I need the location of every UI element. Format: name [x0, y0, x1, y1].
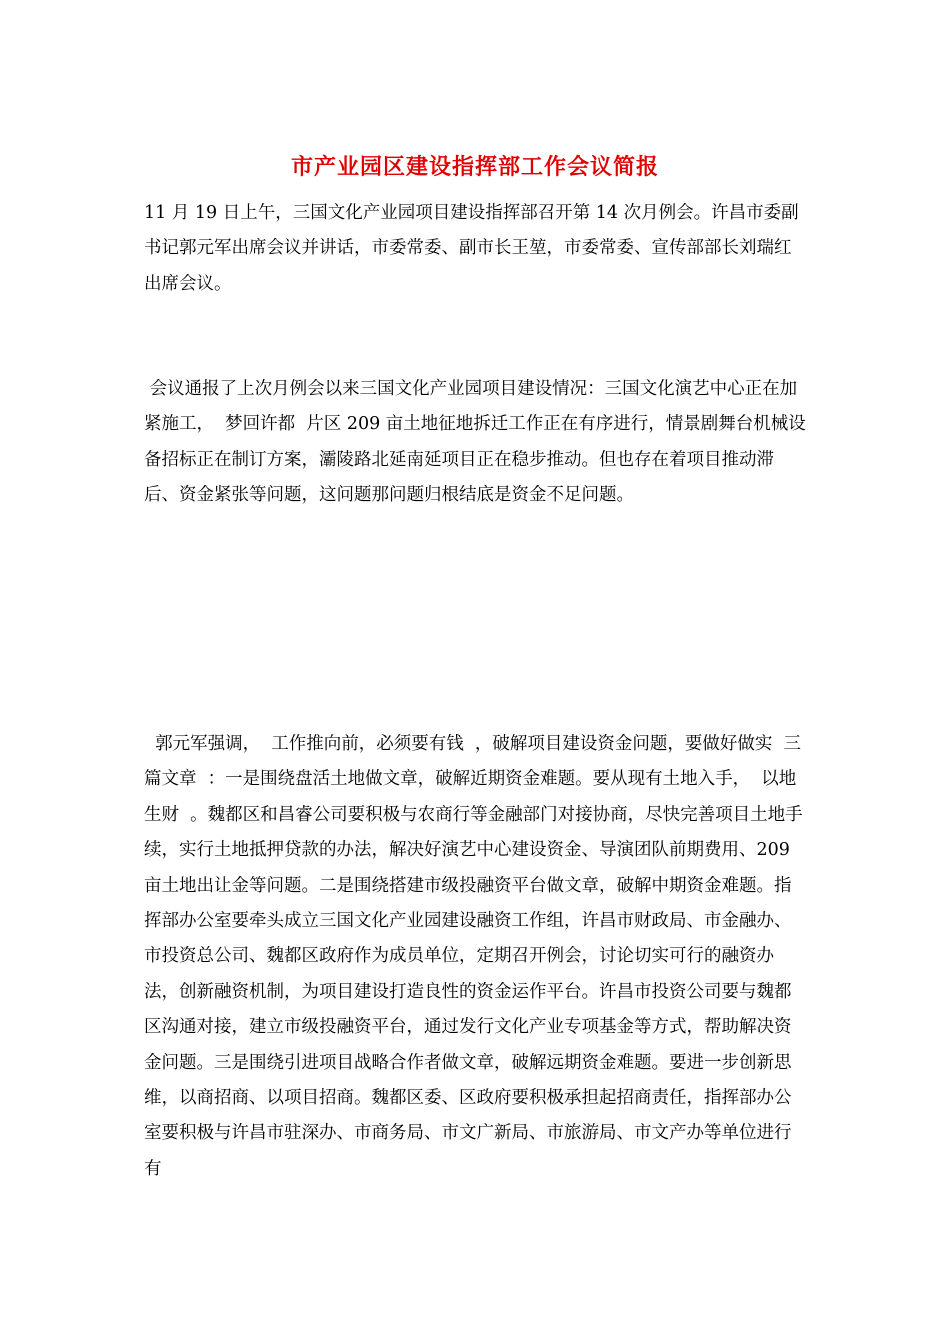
paragraph-meeting-summary: 11 月 19 日上午，三国文化产业园项目建设指挥部召开第 14 次月例会。许昌市委副书记郭元军出席会议并讲话，市委常委、副市长王堃，市委常委、宣传部部长刘瑞红出席会议。 [144, 203, 799, 294]
paragraph-funding-strategy: 郭元军强调， 工作推向前，必须要有钱 ，破解项目建设资金问题，要做好做实 三篇文章 ：一是围绕盘活土地做文章，破解近期资金难题。要从现有土地入手， 以地生财 。魏都区和昌睿公司要积极与农商行等金融部门对接协商，尽快完善项目土地手续，实行土地抵押贷款的办法，解决好演艺中心建设资金、导演团队前期费用、209 亩土地出让金等问题。二是围绕搭建市级投融资平台做文章，破解中期资金难题。指挥部办公室要牵头成立三国文化产业园建设融资工作组，许昌市财政局、市金融办、市投资总公司、魏都区政府作为成员单位，定期召开例会，讨论切实可行的融资办法，创新融资机制，为项目建设打造良性的资金运作平台。许昌市投资公司要与魏都区沟通对接，建立市级投融资平台，通过发行文化产业专项基金等方式，帮助解决资金问题。三是围绕引进项目战略合作者做文章，破解远期资金难题。要进一步创新思维，以商招商、以项目招商。魏都区委、区政府要积极承担起招商责任，指挥部办公室要积极与许昌市驻深办、市商务局、市文广新局、市旅游局、市文产办等单位进行有 [144, 734, 803, 1179]
document-title: 市产业园区建设指挥部工作会议简报 [290, 154, 659, 180]
paragraph-project-status: 会议通报了上次月例会以来三国文化产业园项目建设情况：三国文化演艺中心正在加紧施工， 梦回许都 片区 209 亩土地征地拆迁工作正在有序进行，情景剧舞台机械设备招标正在制订方案，灞陵路北延南延项目正在稳步推动。但也存在着项目推动滞后、资金紧张等问题，这问题那问题归根结底是资金不足问题。 [144, 379, 806, 506]
